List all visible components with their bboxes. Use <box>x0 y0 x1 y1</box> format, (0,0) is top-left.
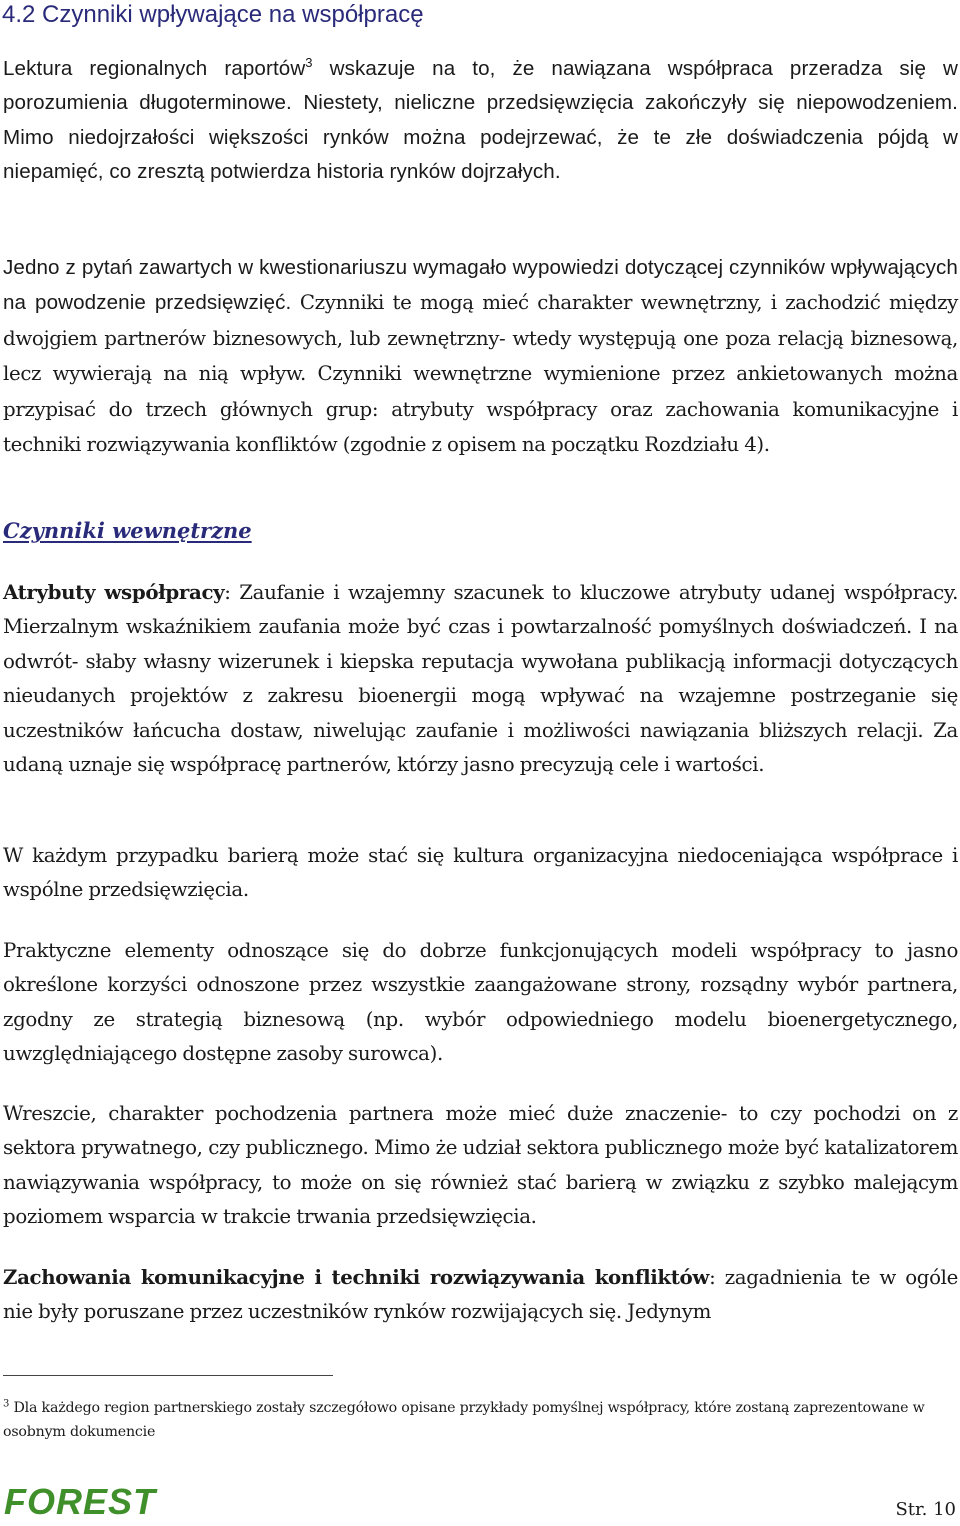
footnote <box>3 1396 933 1444</box>
paragraph-communication <box>3 1260 958 1330</box>
paragraph-intro-text-a: Lektura regionalnych raportów <box>3 57 306 80</box>
paragraph-intro-text-b: wskazuje na to, że nawiązana współpraca przeradza się w porozumienia długoterminowe. Niestety, nieliczne przedsięwzięcia zakończyły się niepowodzeniem. Mimo niedojrzałości większości rynków można podejrzewać, że te złe doświadczenia pójdą w niepamięć, co zresztą potwierdza historia rynków dojrzałych. <box>3 57 958 184</box>
paragraph-practical-elements: Praktyczne elementy odnoszące się do dobrze funkcjonujących modeli współpracy to jasno określone korzyści odnoszone przez wszystkie zaangażowane strony, rozsądny wybór partnera, zgodny ze strategią biznesową (np. wybór odpowiedniego modelu bioenergetycznego, uwzględniającego dostępne zasoby surowca). <box>3 939 958 1066</box>
paragraph-cooperation-attributes-text: : Zaufanie i wzajemny szacunek to kluczowe atrybuty udanej współpracy. Mierzalnym wskaźnikiem zaufania może być czas i powtarzalność pomyślnych doświadczeń. I na odwrót- słaby własny wizerunek i kiepska reputacja wywołana publikacją informacji dotyczących nieudanych projektów z zakresu bioenergii mogą wpływać na wzajemne postrzeganie się uczestników łańcucha dostaw, niwelując zaufanie i możliwości nawiązania bliższych relacji. Za udaną uznaje się współpracę partnerów, którzy jasno precyzują cele i wartości. <box>3 581 959 777</box>
footnote-marker: 3 <box>3 1398 10 1410</box>
paragraph-questionnaire <box>3 250 958 462</box>
footnote-separator <box>3 1375 333 1376</box>
page-number: Str. 10 <box>895 1499 956 1520</box>
term-communication-behaviour: Zachowania komunikacyjne i techniki rozwiązywania konfliktów <box>3 1265 710 1289</box>
term-cooperation-attributes: Atrybuty współpracy <box>3 580 225 604</box>
subheading-internal-factors: Czynniki wewnętrzne <box>3 518 252 543</box>
paragraph-questionnaire-text-a: Jedno z pytań zawartych w kwestionariuszu wymagało wypowiedzi dotyczącej czynników wpływających na powodzenie przedsięwzięć. <box>3 256 958 315</box>
paragraph-barrier: W każdym przypadku barierą może stać się kultura organizacyjna niedoceniająca współprace i wspólne przedsięwzięcia. <box>3 844 958 902</box>
paragraph-intro <box>3 52 958 190</box>
footnote-reference[interactable]: 3 <box>305 55 313 71</box>
forest-logo <box>4 1483 156 1521</box>
forest-logo-text: FOREST <box>4 1481 157 1522</box>
paragraph-questionnaire-text-b: Czynniki te mogą mieć charakter wewnętrzny, i zachodzić między dwojgiem partnerów biznesowych, lub zewnętrzny- wtedy występują one poza relacją biznesową, lecz wywierają na nią wpływ. Czynniki wewnętrzne wymienione przez ankietowanych można przypisać do trzech głównych grup: atrybuty współpracy oraz zachowania komunikacyjne i techniki rozwiązywania konfliktów (zgodnie z opisem na początku Rozdziału 4). <box>3 291 959 457</box>
paragraph-cooperation-attributes <box>3 575 958 782</box>
footnote-text: Dla każdego region partnerskiego zostały szczegółowo opisane przykłady pomyślnej współpracy, które zostaną zaprezentowane w osobnym dokumencie <box>3 1400 925 1440</box>
paragraph-partner-origin: Wreszcie, charakter pochodzenia partnera może mieć duże znaczenie- to czy pochodzi on z sektora prywatnego, czy publicznego. Mimo że udział sektora publicznego może być katalizatorem nawiązywania współpracy, to może on się również stać barierą w związku z szybko malejącym poziomem wsparcia w trakcie trwania przedsięwzięcia. <box>3 1102 958 1229</box>
paragraph-communication-text: : zagadnienia te w ogóle nie były poruszane przez uczestników rynków rozwijających się. Jedynym <box>3 1266 958 1324</box>
section-title: 4.2 Czynniki wpływające na współpracę <box>2 1 424 28</box>
